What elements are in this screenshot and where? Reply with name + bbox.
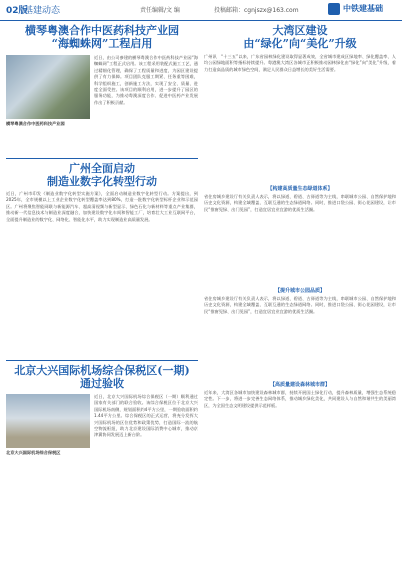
article-4-title-line1: 大湾区建设	[272, 24, 328, 37]
editor-line: 责任编辑/文 编	[140, 7, 180, 14]
logo-mark-icon	[328, 3, 340, 15]
article-3	[6, 364, 198, 490]
article-4-body-2: 省住房城乡建设厅有关负责人表示，将以绿道、碧道、古驿道等为主线，串联城市公园、自然保护地和历史文化资源，构建全域覆盖、互联互通的生态绿道网络。同时，推进口袋公园、街心花园建设，让市民“推窗见绿、出门见园”，打造宜居宜业宜游的优质生活圈。	[204, 194, 396, 212]
article-3-caption: 北京大兴国际机场综合保税区	[6, 450, 61, 455]
article-1-title-line1: 横琴粤澳合作中医药科技产业园	[25, 24, 179, 37]
article-4-subhead-3: 【高质量建设森林城市群】	[269, 382, 330, 388]
article-4-subhead-1: 【构建高质量生态绿道体系】	[267, 186, 333, 192]
article-3-body: 近日，北京大兴国际机场综合保税区（一期）顺利通过国家有关部门的联合验收。该综合保税区位于北京大兴国际机场南侧，规划面积约4平方公里，一期验收面积约1.44平方公里。综合保税区的正式运营，将充分发挥大兴国际机场的区位优势和政策优势，打造国际一流的航空物流枢纽，助力北京建设国际消费中心城市，推动京津冀协同发展迈上新台阶。	[94, 394, 198, 438]
left-column	[6, 24, 198, 490]
page-number: 02版	[6, 6, 28, 16]
right-column	[204, 24, 396, 520]
divider	[6, 360, 198, 361]
article-1-body-a: 近日，由公司参建的横琴粤澳合作中医药科技产业园“海蜘蛛网”工程正式启用。该工程采用装配式施工工艺，通过精细化管理，确保了工程质量和进度，为园区建设提供了有力保障。项目团队克服工期紧、任务重等困难，科学组织施工，创新施工方法，实现了安全、质量、进度全面受控。该项目的顺利启用，进一步提升了园区的服务功能，为推动粤澳深度合作、促进中医药产业发展作出了积极贡献。	[94, 55, 198, 105]
article-4-body-1: 广州讯 “十三五”以来，广东省园林绿化建设取得显著成效，全省城市建成区绿地率、绿化覆盖率、人均公园绿地面积等指标持续提升。粤港澳大湾区各城市正积极推动园林绿化由“绿化”向“美化”升级，着力打造高品质的城市绿色空间，满足人民群众日益增长的美好生活需要。	[204, 54, 396, 72]
article-2-body: 近日，广州市印发《制造业数字化转型实施方案》，全面启动制造业数字化转型行动。方案提出，到2025年，全市规模以上工业企业数字化转型覆盖率达到80%，打造一批数字化转型标杆企业和示范园区。广州将聚焦智能网联与新能源汽车、超高清视频与新型显示、绿色石化与新材料等重点产业集群，推动新一代信息技术与制造业深度融合，加快建设数字化车间和智能工厂，培育壮大工业互联网平台，全面提升制造业的数字化、网络化、智能化水平，助力实现制造业高质量发展。	[6, 191, 198, 222]
brand-name: 中铁建基础	[343, 4, 383, 13]
article-1-photo	[6, 55, 90, 119]
article-3-title-line2: 通过验收	[80, 377, 124, 390]
email-line: 投稿邮箱：cgnjszx@163.com	[214, 7, 299, 14]
article-4	[204, 24, 396, 520]
divider	[6, 158, 198, 159]
page-header	[0, 0, 402, 21]
article-1	[6, 24, 198, 155]
article-1-title-line2: “海蜘蛛网”工程启用	[51, 37, 153, 50]
article-3-photo	[6, 394, 90, 448]
article-4-subhead-2: 【提升城市公园品质】	[274, 288, 325, 294]
brand-logo	[328, 2, 396, 16]
section-title: 基建动态	[24, 6, 61, 16]
article-4-body-3: 近年来，大湾区各城市加快建设森林城市群，持续开展国土绿化行动，提升森林质量，增强生态系统稳定性。下一步，将进一步完善生态网络体系，推动城乡绿化美化，共同建设人与自然和谐共生的美丽湾区，为全国生态文明建设提供示范样板。	[204, 390, 396, 408]
article-4-title-line2: 由“绿化”向“美化”升级	[243, 37, 357, 50]
article-2-title-line1: 广州全面启动	[69, 162, 135, 175]
article-1-caption: 横琴粤澳合作中医药科技产业园	[6, 121, 65, 126]
article-3-title-line1: 北京大兴国际机场综合保税区(一期)	[14, 364, 190, 377]
article-4-body-2b: 省住房城乡建设厅有关负责人表示，将以绿道、碧道、古驿道等为主线，串联城市公园、自然保护地和历史文化资源，构建全域覆盖、互联互通的生态绿道网络。同时，推进口袋公园、街心花园建设，让市民“推窗见绿、出门见园”，打造宜居宜业宜游的优质生活圈。	[204, 296, 396, 314]
article-2-title-line2: 制造业数字化转型行动	[47, 175, 157, 188]
article-2	[6, 162, 198, 357]
